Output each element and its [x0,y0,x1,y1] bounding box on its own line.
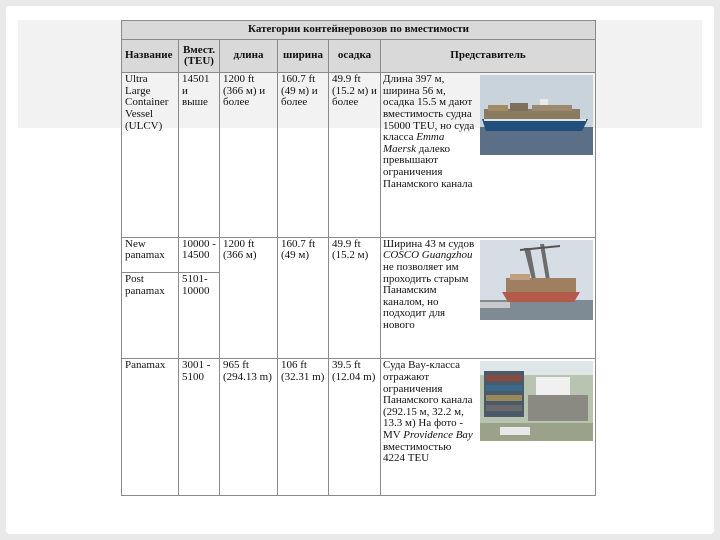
rep-text: Длина 397 м, ширина 56 м, осадка 15.5 м дают вместимость судна 15000 TEU, но суда класса [383,73,475,144]
name-post-panamax: Post panamax [122,272,178,297]
rep-text: Суда Bay-класса отражают ограничения Панамского канала (292.15 м, 32.2 м, 13.3 м) На фото -MV [383,359,473,441]
cell-name [122,237,179,359]
cell-length: 1200 ft (366 м) и более [220,73,278,238]
cell-representative [381,237,596,359]
cell-representative [381,359,596,496]
rep-text-2: далеко превышают ограничения Панамского канала [383,142,473,190]
cell-capacity [179,237,220,359]
cell-length: 1200 ft (366 м) [220,237,278,359]
representative-text [383,74,475,190]
rep-text: Ширина 43 м судов [383,237,475,250]
rep-text-2: вместимостью 4224 TEU [383,440,452,465]
cell-draft: 39.5 ft (12.04 m) [329,359,381,496]
ship-photo-cosco [480,240,593,320]
header-capacity: Вмест. (TEU) [179,40,220,73]
rep-text-2: не позволяет им проходить старым Панамским каналом, но подходит для нового [383,261,469,332]
container-ship-table [121,20,596,496]
table-row [122,73,596,238]
cell-width: 160.7 ft (49 м) и более [278,73,329,238]
header-width: ширина [278,40,329,73]
capacity-new-panamax: 10000 - 14500 [182,237,216,262]
cell-draft: 49.9 ft (15.2 м) и более [329,73,381,238]
cell-representative [381,73,596,238]
table-row [122,237,596,359]
table-caption: Категории контейнеровозов по вместимости [122,21,596,40]
representative-text [383,239,475,332]
cell-name: Panamax [122,359,179,496]
header-length: длина [220,40,278,73]
table-row [122,359,596,496]
cell-width: 106 ft (32.31 m) [278,359,329,496]
rep-ship-name: Providence Bay [403,428,473,441]
rep-ship-name: Emma Maersk [383,131,445,155]
ship-photo-providence-bay [480,361,593,441]
capacity-post-panamax: 5101-10000 [179,272,219,297]
cell-width: 160.7 ft (49 м) [278,237,329,359]
rep-ship-name: COSCO Guangzhou [383,249,473,262]
cell-name: Ultra Large Container Vessel (ULCV) [122,73,179,238]
representative-text [383,360,475,464]
cell-length: 965 ft (294.13 m) [220,359,278,496]
cell-capacity: 3001 - 5100 [179,359,220,496]
ship-photo-ulcv [480,75,593,155]
header-draft: осадка [329,40,381,73]
cell-capacity: 14501 и выше [179,73,220,238]
header-representative: Представитель [381,40,596,73]
cell-draft: 49.9 ft (15.2 м) [329,237,381,359]
header-name: Название [122,40,179,73]
name-new-panamax: New panamax [125,237,165,262]
